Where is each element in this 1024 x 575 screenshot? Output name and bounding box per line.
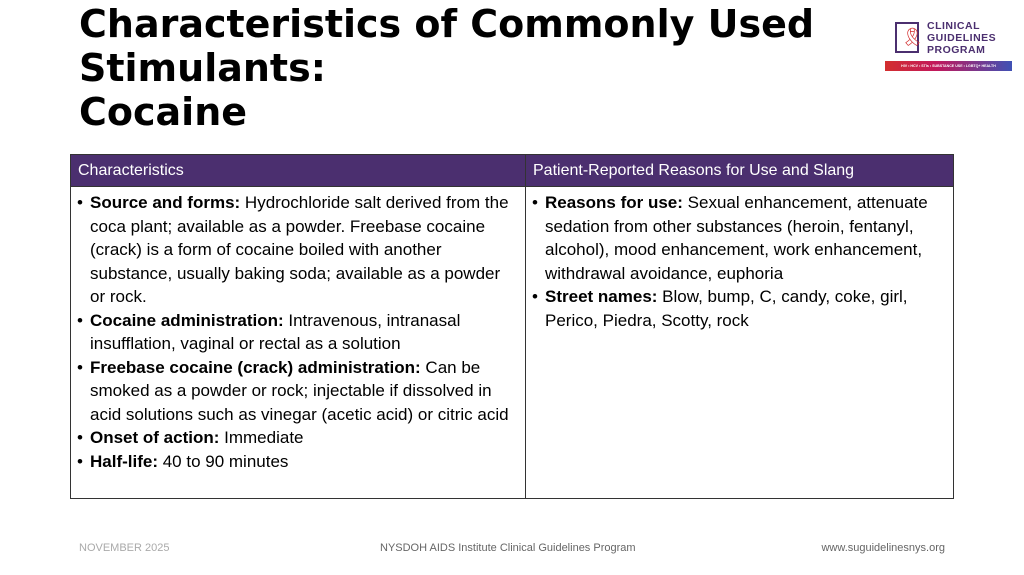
- table-row: [71, 187, 954, 499]
- list-item-street-names: • Street names: Blow, bump, C, candy, coke, girl, Perico, Piedra, Scotty, rock: [532, 285, 946, 332]
- title-line-3: Cocaine: [79, 90, 248, 134]
- list-item-reasons-for-use: • Reasons for use: Sexual enhancement, attenuate sedation from other substances (heroin, fentanyl, alcohol), mood enhancement, work enhancement, withdrawal avoidance, euphoria: [532, 191, 946, 285]
- footer-website: www.suguidelinesnys.org: [821, 542, 945, 554]
- logo-emblem: [895, 22, 924, 53]
- list-item-source-forms: • Source and forms: Hydrochloride salt derived from the coca plant; available as a powder. Freebase cocaine (crack) is a form of cocaine boiled with another substance, usually baking soda; available as a powder or rock.: [77, 191, 518, 309]
- stimulant-table: [70, 154, 954, 499]
- header-reasons-slang: Patient-Reported Reasons for Use and Slang: [526, 155, 954, 187]
- title-line-2: Stimulants:: [79, 46, 326, 90]
- logo-line-1: CLINICAL: [927, 20, 980, 32]
- logo-line-3: PROGRAM: [927, 44, 986, 56]
- reasons-list: [532, 191, 946, 332]
- title-line-1: Characteristics of Commonly Used: [79, 2, 815, 46]
- clinical-guidelines-logo: [884, 18, 1012, 74]
- list-item-half-life: • Half-life: 40 to 90 minutes: [77, 450, 518, 474]
- characteristics-list: [77, 191, 518, 473]
- table-header-row: [71, 155, 954, 187]
- logo-tagline: HIV • HCV • STIs • SUBSTANCE USE • LGBTQ+ HEALTH: [885, 61, 1012, 71]
- list-item-onset: • Onset of action: Immediate: [77, 426, 518, 450]
- footer-program: NYSDOH AIDS Institute Clinical Guidelines Program: [380, 542, 636, 554]
- page-title: [79, 2, 869, 134]
- logo-line-2: GUIDELINES: [927, 32, 997, 44]
- header-characteristics: Characteristics: [71, 155, 526, 187]
- logo-text: [927, 20, 996, 56]
- red-ribbon-icon: 🎗: [901, 27, 924, 47]
- list-item-cocaine-administration: • Cocaine administration: Intravenous, intranasal insufflation, vaginal or rectal as a solution: [77, 309, 518, 356]
- characteristics-cell: [71, 187, 526, 499]
- reasons-slang-cell: [526, 187, 954, 499]
- list-item-freebase-administration: • Freebase cocaine (crack) administration: Can be smoked as a powder or rock; injectable if dissolved in acid solutions such as vinegar (acetic acid) or citric acid: [77, 356, 518, 427]
- footer-date: NOVEMBER 2025: [79, 542, 170, 554]
